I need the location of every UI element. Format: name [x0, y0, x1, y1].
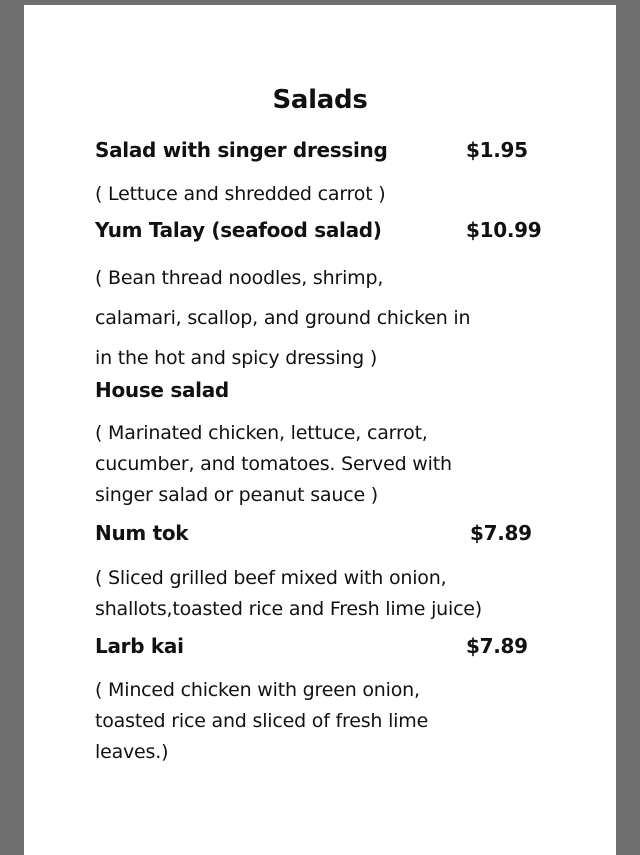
description-line: calamari, scallop, and ground chicken in [95, 307, 471, 329]
description-line: ( Lettuce and shredded carrot ) [95, 183, 386, 205]
description-line: in the hot and spicy dressing ) [95, 347, 378, 369]
item-price-salad-with-singer-dressing: $1.95 [466, 138, 528, 162]
description-line: leaves.) [95, 741, 169, 763]
item-description-salad-with-singer-dressing [95, 179, 386, 209]
description-line: toasted rice and sliced of fresh lime [95, 710, 429, 732]
item-description-num-tok [95, 563, 482, 625]
item-name-yum-talay: Yum Talay (seafood salad) [95, 218, 382, 242]
menu-page [24, 5, 616, 855]
description-line: singer salad or peanut sauce ) [95, 484, 378, 506]
item-description-larb-kai [95, 675, 428, 768]
item-description-house-salad [95, 418, 452, 511]
item-name-num-tok: Num tok [95, 521, 189, 545]
item-name-salad-with-singer-dressing: Salad with singer dressing [95, 138, 388, 162]
description-line: ( Marinated chicken, lettuce, carrot, [95, 422, 428, 444]
item-price-num-tok: $7.89 [470, 521, 532, 545]
item-name-larb-kai: Larb kai [95, 634, 184, 658]
item-price-larb-kai: $7.89 [466, 634, 528, 658]
item-description-yum-talay [95, 258, 470, 378]
description-line: ( Bean thread noodles, shrimp, [95, 267, 384, 289]
description-line: ( Sliced grilled beef mixed with onion, [95, 567, 447, 589]
item-name-house-salad: House salad [95, 378, 229, 402]
description-line: ( Minced chicken with green onion, [95, 679, 420, 701]
item-price-yum-talay: $10.99 [466, 218, 542, 242]
description-line: shallots,toasted rice and Fresh lime juice) [95, 598, 483, 620]
menu-title: Salads [272, 85, 368, 115]
description-line: cucumber, and tomatoes. Served with [95, 453, 452, 475]
